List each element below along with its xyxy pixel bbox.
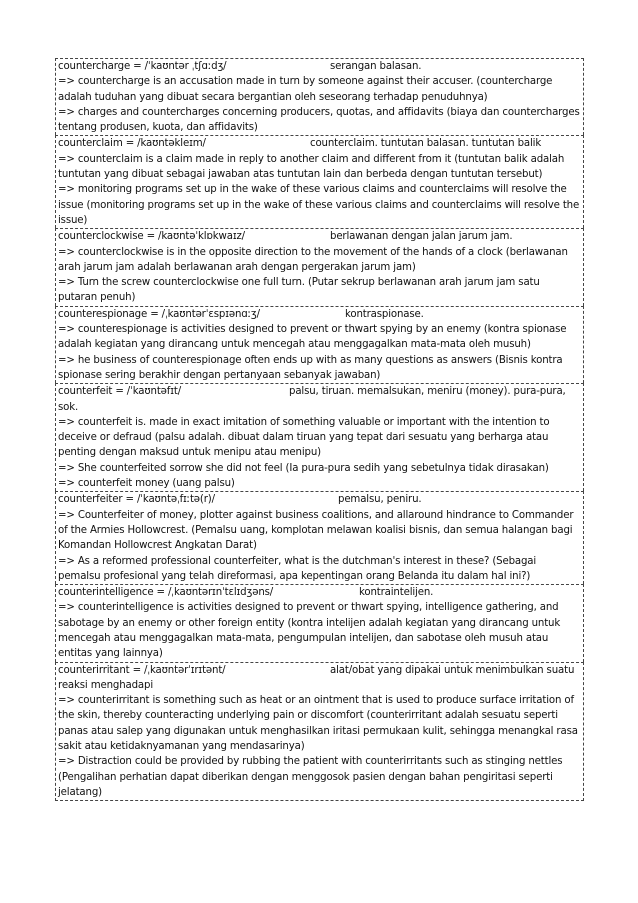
entry-headword-row: [58, 59, 581, 74]
entry-headword: counterclockwise = /kaʊntəˈklɒkwaɪz/: [58, 231, 245, 243]
entry-headword-row: [58, 229, 581, 244]
dictionary-entry: [55, 306, 584, 383]
entry-example-line: => he business of counterespionage often ends up with as many questions as answers (Bisnis kontra spionase sering berakhir dengan pertanyaan sebanyak jawaban): [58, 354, 563, 381]
entry-meaning: alat/obat yang dipakai untuk menimbulkan suatu reaksi menghadapi: [58, 664, 575, 691]
entry-example-line: => counterclockwise is in the opposite direction to the movement of the hands of a clock (berlawanan arah jarum jam adalah berlawanan arah dengan pergerakan jarum jam): [58, 246, 568, 273]
entry-example-line: => Distraction could be provided by rubbing the patient with counterirritants such as stinging nettles (Pengalihan perhatian dapat diberikan dengan menggosok pasien dengan bahan pengiritasi seperti jelatang): [58, 756, 563, 798]
entry-example-line: => Counterfeiter of money, plotter against business coalitions, and allaround hindrance to Commander of the Armies Hollowcrest. (Pemalsu uang, komplotan melawan koalisi bisnis, dan semua halangan bagi Komandan Hollowcrest Angkatan Darat): [58, 509, 574, 552]
dictionary-entry: [55, 491, 584, 584]
entry-headword: counterfeiter = /ˈkaʊntəˌfɪːtə(r)/: [58, 494, 215, 506]
entry-meaning: serangan balasan.: [330, 61, 422, 72]
dictionary-entry: [55, 228, 584, 305]
dictionary-page: [55, 58, 584, 801]
dictionary-entry: [55, 584, 584, 661]
entry-example-line: => counterintelligence is activities designed to prevent or thwart spying, intelligence gathering, and sabotage by an enemy or other foreign entity (kontra intelijen adalah kegiatan yang dirancang untuk mencegah atau menggagalkan mata-mata, pengumpulan intelijen, dan sabotase oleh musuh atau entitas yang lainnya): [58, 602, 561, 660]
entry-headword-row: [58, 663, 581, 694]
entry-meaning: pemalsu, peniru.: [338, 494, 422, 506]
entry-example-line: => counterfeit is. made in exact imitation of something valuable or important with the intention to deceive or defraud (palsu adalah. dibuat dalam tiruan yang tepat dari sesuatu yang berharga atau penting dengan maksud untuk menipu atau menipu): [58, 416, 550, 459]
entry-headword: counterespionage = /ˌkaʊntərˈɛspɪənɑːʒ/: [58, 308, 260, 320]
dictionary-entry: [55, 58, 584, 135]
entry-meaning: counterclaim. tuntutan balasan. tuntutan balik: [310, 138, 542, 150]
entry-example-line: => countercharge is an accusation made in turn by someone against their accuser. (countercharge adalah tuduhan yang dibuat secara bergantian oleh seseorang terhadap penuduhnya): [58, 76, 553, 103]
entry-headword: countercharge = /ˈkaʊntər ˌtʃɑːdʒ/: [58, 61, 227, 72]
entry-example-line: => counterirritant is something such as heat or an ointment that is used to produce surface irritation of the skin, thereby counteracting underlying pain or discomfort (counterirritant adalah sesuatu seperti panas atau salep yang digunakan untuk menghasilkan iritasi permukaan kulit, sehingga menangkal rasa sakit atau ketidaknyamanan yang mendasarinya): [58, 695, 578, 753]
entry-headword-row: [58, 492, 581, 507]
entry-headword-row: [58, 384, 581, 415]
entry-meaning: kontraintelijen.: [359, 587, 434, 599]
entry-headword: counterfeit = /ˈkaʊntəfɪt/: [58, 386, 181, 398]
entry-headword-row: [58, 307, 581, 322]
dictionary-entry: [55, 662, 584, 802]
entry-example-line: => counterfeit money (uang palsu): [58, 478, 235, 490]
entry-headword: counterintelligence = /ˌkaʊntərɪnˈtɛlɪdʒəns/: [58, 587, 274, 599]
entry-example-line: => As a reformed professional counterfeiter, what is the dutchman's interest in these? (Sebagai pemalsu profesional yang telah direformasi, apa kepentingan orang Belanda itu dalam hal ini?): [58, 555, 537, 582]
entry-headword-row: [58, 585, 581, 600]
entry-headword-row: [58, 136, 581, 151]
entry-example-line: => counterclaim is a claim made in reply to another claim and different from it (tuntutan balik adalah tuntutan yang dibuat sebagai jawaban atas tuntutan lain dan berbeda dengan tuntutan tersebut): [58, 153, 565, 181]
entry-example-line: => She counterfeited sorrow she did not feel (Ia pura-pura sedih yang sebetulnya tidak dirasakan): [58, 462, 549, 474]
dictionary-entry: [55, 383, 584, 491]
dictionary-entry: [55, 135, 584, 228]
entry-example-line: => charges and countercharges concerning producers, quotas, and affidavits (biaya dan countercharges tentang produsen, kuota, dan affidavits): [58, 106, 580, 134]
entry-example-line: => monitoring programs set up in the wake of these various claims and counterclaims will resolve the issue (monitoring programs set up in the wake of these various claims and counterclaims will resolve the issue): [58, 184, 580, 226]
entry-headword: counterclaim = /kaʊntəkleɪm/: [58, 138, 206, 150]
entry-example-line: => Turn the screw counterclockwise one full turn. (Putar sekrup berlawanan arah jarum jam satu putaran penuh): [58, 277, 540, 304]
entry-meaning: berlawanan dengan jalan jarum jam.: [330, 231, 513, 243]
entry-example-line: => counterespionage is activities designed to prevent or thwart spying by an enemy (kontra spionase adalah kegiatan yang dirancang untuk mencegah atau menggagalkan mata-mata oleh musuh): [58, 324, 567, 351]
entry-headword: counterirritant = /ˌkaʊntərˈɪrɪtənt/: [58, 664, 226, 676]
entry-meaning: kontraspionase.: [345, 308, 424, 320]
entry-meaning: palsu, tiruan. memalsukan, meniru (money). pura-pura, sok.: [58, 386, 566, 413]
